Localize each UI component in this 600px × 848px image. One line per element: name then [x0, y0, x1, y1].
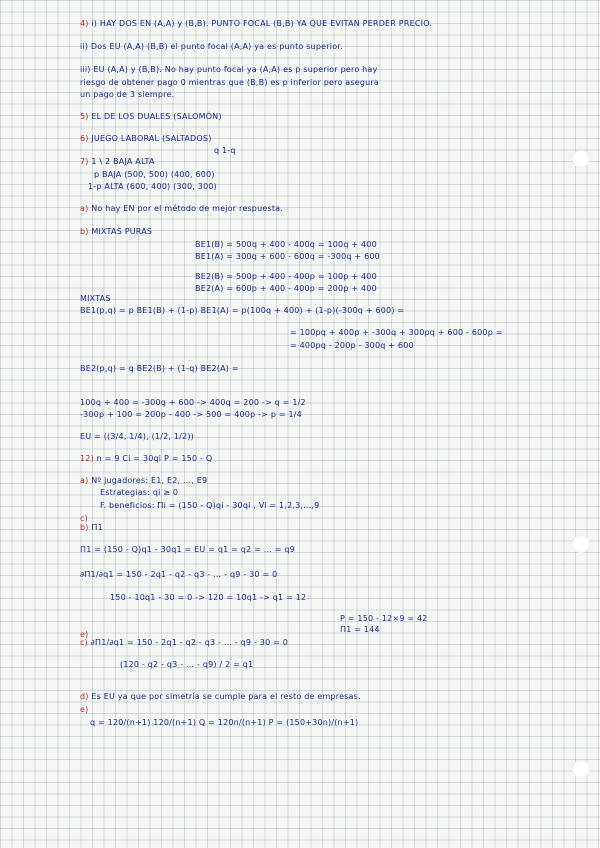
- note-line-mx-2: [290, 328, 503, 337]
- line-text: Nº jugadores: E1, E2, ..., E9: [91, 476, 208, 485]
- note-line-7-h1: [214, 146, 236, 155]
- section-number: e): [80, 705, 89, 714]
- note-line-mx-1: [80, 306, 404, 315]
- note-line-7-h2: [80, 157, 155, 166]
- line-text: MIXTAS: [80, 294, 111, 303]
- note-line-12b-5: [340, 625, 380, 634]
- note-line-12c: [80, 514, 88, 523]
- note-line-12a-1: [80, 476, 207, 485]
- section-number: e): [80, 630, 89, 639]
- note-line-5: [80, 112, 222, 121]
- line-text: Estrategias: qi ≥ 0: [100, 488, 179, 497]
- note-line-12b-1: [80, 545, 295, 554]
- line-text: un pago de 3 siempre.: [80, 90, 175, 99]
- section-number: 12): [80, 454, 94, 463]
- line-text: Π1 = 144: [340, 625, 380, 634]
- line-text: 1 \ 2 BAJA ALTA: [91, 157, 155, 166]
- section-number: 4): [80, 19, 89, 28]
- line-text: BE1(p,q) = p BE1(B) + (1-p) BE1(A) = p(100q + 400) + (1-p)(-300q + 600) =: [80, 306, 405, 315]
- note-line-7-r2: [88, 182, 217, 191]
- note-line-12c-2: [120, 660, 253, 669]
- note-line-12c-1: [80, 638, 288, 647]
- note-line-sol-1: [80, 398, 306, 407]
- note-line-b-p2: [195, 252, 380, 261]
- note-line-4-i: [80, 19, 432, 28]
- note-line-12e-h: [80, 705, 88, 714]
- line-text: ∂Π1/∂q1 = 150 - 2q1 - q2 - q3 - ... - q9 - 30 = 0: [80, 570, 278, 579]
- line-text: -300p + 100 = 200p - 400 -> 500 = 400p -> p = 1/4: [80, 410, 302, 419]
- line-text: riesgo de obtener pago 0 mientras que (B,B) es p inferior pero asegura: [80, 78, 380, 87]
- line-text: q 1-q: [214, 146, 236, 155]
- note-line-4-iii-a: [80, 65, 377, 74]
- note-line-b-p1: [195, 240, 377, 249]
- line-text: BE1(B) = 500q + 400 - 400q = 100q + 400: [195, 240, 377, 249]
- line-text: 100q + 400 = -300q + 600 -> 400q = 200 -> q = 1/2: [80, 398, 306, 407]
- note-line-12d: [80, 692, 361, 701]
- line-text: No hay EN por el método de mejor respuesta.: [91, 204, 284, 213]
- line-text: EL DE LOS DUALES (SALOMÓN): [91, 112, 222, 121]
- line-text: 1-p ALTA (600, 400) (300, 300): [88, 182, 217, 191]
- note-line-12b-3: [110, 593, 306, 602]
- note-line-a: [80, 204, 283, 213]
- line-text: BE1(A) = 300q + 600 - 600q = -300q + 600: [195, 252, 380, 261]
- line-text: Π1 = (150 - Q)q1 - 30q1 = EU = q1 = q2 = ... = q9: [80, 545, 295, 554]
- note-line-b-pur: [80, 227, 152, 236]
- line-text: BE2(A) = 600p + 400 - 400p = 200p + 400: [195, 284, 377, 293]
- section-number: c): [80, 514, 88, 523]
- note-line-sol-2: [80, 410, 302, 419]
- note-line-7-r1: [94, 170, 215, 179]
- line-text: iii) EU (A,A) y (B,B). No hay punto focal ya (A,A) es p superior pero hay: [80, 65, 378, 74]
- note-line-12a-3: [100, 501, 319, 510]
- note-line-b-p4: [195, 284, 377, 293]
- line-text: Π1: [91, 523, 103, 532]
- note-line-be2: [80, 364, 239, 373]
- line-text: P = 150 - 12×9 = 42: [340, 614, 428, 623]
- line-text: BE2(p,q) = q BE2(B) + (1-q) BE2(A) =: [80, 364, 239, 373]
- line-text: i) HAY DOS EN (A,A) y (B,B). PUNTO FOCAL (B,B) YA QUE EVITAN PERDER PRECIO.: [91, 19, 433, 28]
- line-text: BE2(B) = 500p + 400 - 400p = 100p + 400: [195, 272, 377, 281]
- line-text: = 400pq - 200p - 300q + 600: [290, 341, 414, 350]
- line-text: F. beneficios: Πi = (150 - Q)qi - 30qi , Vi = 1,2,3,...,9: [100, 501, 320, 510]
- line-text: n = 9 Ci = 30qi P = 150 - Q: [96, 454, 213, 463]
- note-line-mx-h: [80, 294, 111, 303]
- line-text: p BAJA (500, 500) (400, 600): [94, 170, 215, 179]
- section-number: 5): [80, 112, 89, 121]
- line-text: 150 - 10q1 - 30 = 0 -> 120 = 10q1 -> q1 = 12: [110, 593, 307, 602]
- note-line-4-ii: [80, 42, 343, 51]
- section-number: c): [80, 638, 88, 647]
- line-text: MIXTAS PURAS: [91, 227, 153, 236]
- note-line-12b: [80, 523, 103, 532]
- section-number: d): [80, 692, 89, 701]
- section-number: b): [80, 523, 89, 532]
- note-line-12b-2: [80, 570, 277, 579]
- section-number: b): [80, 227, 89, 236]
- note-line-12b-4: [340, 614, 428, 623]
- punch-hole: [572, 760, 590, 778]
- note-line-mx-3: [290, 341, 414, 350]
- note-line-b-p3: [195, 272, 377, 281]
- note-line-12a-2: [100, 488, 178, 497]
- section-number: a): [80, 476, 89, 485]
- line-text: JUEGO LABORAL (SALTADOS): [91, 134, 212, 143]
- note-line-4-iii-b: [80, 78, 379, 87]
- note-line-12: [80, 454, 212, 463]
- line-text: Es EU ya que por simetría se cumple para el resto de empresas.: [91, 692, 361, 701]
- section-number: 7): [80, 157, 89, 166]
- note-line-6: [80, 134, 212, 143]
- note-line-12e-1: [90, 718, 358, 727]
- line-text: EU = ((3/4, 1/4), (1/2, 1/2)): [80, 432, 194, 441]
- note-line-4-iii-c: [80, 90, 174, 99]
- section-number: a): [80, 204, 89, 213]
- line-text: ∂Π1/∂q1 = 150 - 2q1 - q2 - q3 - ... - q9 - 30 = 0: [90, 638, 289, 647]
- punch-hole: [572, 150, 590, 168]
- line-text: (120 - q2 - q3 - ... - q9) / 2 = q1: [120, 660, 254, 669]
- section-number: 6): [80, 134, 89, 143]
- line-text: = 100pq + 400p + -300q + 300pq + 600 - 600p =: [290, 328, 503, 337]
- line-text: ii) Dos EU (A,A) (B,B) el punto focal (A,A) ya es punto superior.: [80, 42, 343, 51]
- punch-hole: [572, 535, 590, 553]
- line-text: q = 120/(n+1) 120/(n+1) Q = 120n/(n+1) P = (150+30n)/(n+1): [90, 718, 359, 727]
- note-line-eu: [80, 432, 194, 441]
